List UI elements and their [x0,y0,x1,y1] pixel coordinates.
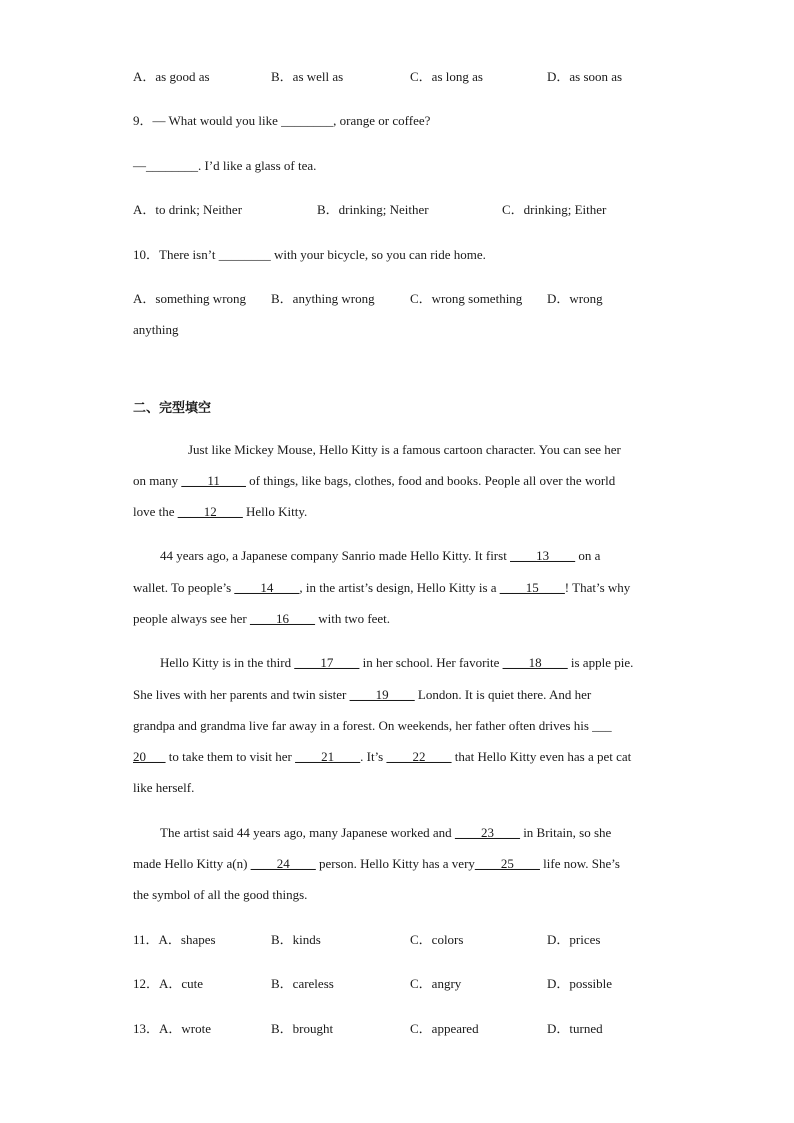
q11-option-b: B．kinds [271,932,321,947]
passage-line: made Hello Kitty a(n) ____24____ person. Hello Kitty has a very____25____ life now. She’s [133,856,620,871]
passage-line: 20___ to take them to visit her ____21____. It’s ____22____ that Hello Kitty even has a pet cat [133,749,632,764]
passage-line: love the ____12____ Hello Kitty. [133,504,308,519]
q9-option-b: B．drinking; Neither [317,202,429,217]
q13-option-d: D．turned [547,1021,603,1036]
q9-answer: —________. I’d like a glass of tea. [133,158,317,173]
q10-option-d: D．wrong [547,291,603,306]
passage-line: 44 years ago, a Japanese company Sanrio made Hello Kitty. It first ____13____ on a [160,548,601,563]
q12-option-a: 12．A．cute [133,976,204,991]
passage-line: grandpa and grandma live far away in a forest. On weekends, her father often drives his ___ [133,718,612,733]
blank-22: ____22____ [386,749,452,764]
q12-option-c: C．angry [410,976,462,991]
q9-option-a: A．to drink; Neither [133,202,243,217]
q8-option-c: C．as long as [410,69,483,84]
q8-option-d: D．as soon as [547,69,623,84]
q12-option-d: D．possible [547,976,613,991]
q11-option-c: C．colors [410,932,464,947]
blank-16: ____16____ [249,611,315,626]
q10-option-d-cont: anything [133,322,179,337]
passage-line: Hello Kitty is in the third ____17____ in her school. Her favorite ____18____ is apple pie. [160,655,634,670]
blank-23: ____23____ [454,825,520,840]
passage-line: like herself. [133,780,195,795]
blank-15: ____15____ [499,580,565,595]
passage-line: wallet. To people’s ____14____, in the artist’s design, Hello Kitty is a ____15____! That’s why [133,580,631,595]
blank-17: ____17____ [294,655,360,670]
passage-line: on many ____11____ of things, like bags, clothes, food and books. People all over the world [133,473,616,488]
q10-option-b: B．anything wrong [271,291,375,306]
section-title: 二、完型填空 [133,401,212,416]
q13-option-c: C．appeared [410,1021,479,1036]
blank-25: ____25____ [474,856,540,871]
blank-18: ____18____ [502,655,568,670]
blank-19: ____19____ [349,687,415,702]
q12-option-b: B．careless [271,976,334,991]
passage-line: She lives with her parents and twin sister ____19____ London. It is quiet there. And her [133,687,592,702]
q8-option-a: A．as good as [133,69,210,84]
passage-line: Just like Mickey Mouse, Hello Kitty is a famous cartoon character. You can see her [188,442,621,457]
blank-12: ____12____ [177,504,243,519]
q8-option-b: B．as well as [271,69,344,84]
blank-14: ____14____ [234,580,300,595]
q9-question: 9．— What would you like ________, orange or coffee? [133,113,431,128]
q10-option-a: A．something wrong [133,291,247,306]
q9-option-c: C．drinking; Either [502,202,607,217]
blank-20: 20___ [133,749,166,764]
blank-13: ____13____ [510,548,576,563]
q13-option-a: 13．A．wrote [133,1021,211,1036]
q11-option-d: D．prices [547,932,601,947]
passage-line: people always see her ____16____ with two feet. [133,611,391,626]
passage-line: the symbol of all the good things. [133,887,308,902]
q13-option-b: B．brought [271,1021,334,1036]
q10-question: 10．There isn’t ________ with your bicycle, so you can ride home. [133,247,486,262]
q10-option-c: C．wrong something [410,291,523,306]
blank-21: ____21____ [295,749,361,764]
passage-line: The artist said 44 years ago, many Japanese worked and ____23____ in Britain, so she [160,825,612,840]
blank-11: ____11____ [181,473,246,488]
q11-option-a: 11．A．shapes [133,932,216,947]
blank-24: ____24____ [250,856,316,871]
